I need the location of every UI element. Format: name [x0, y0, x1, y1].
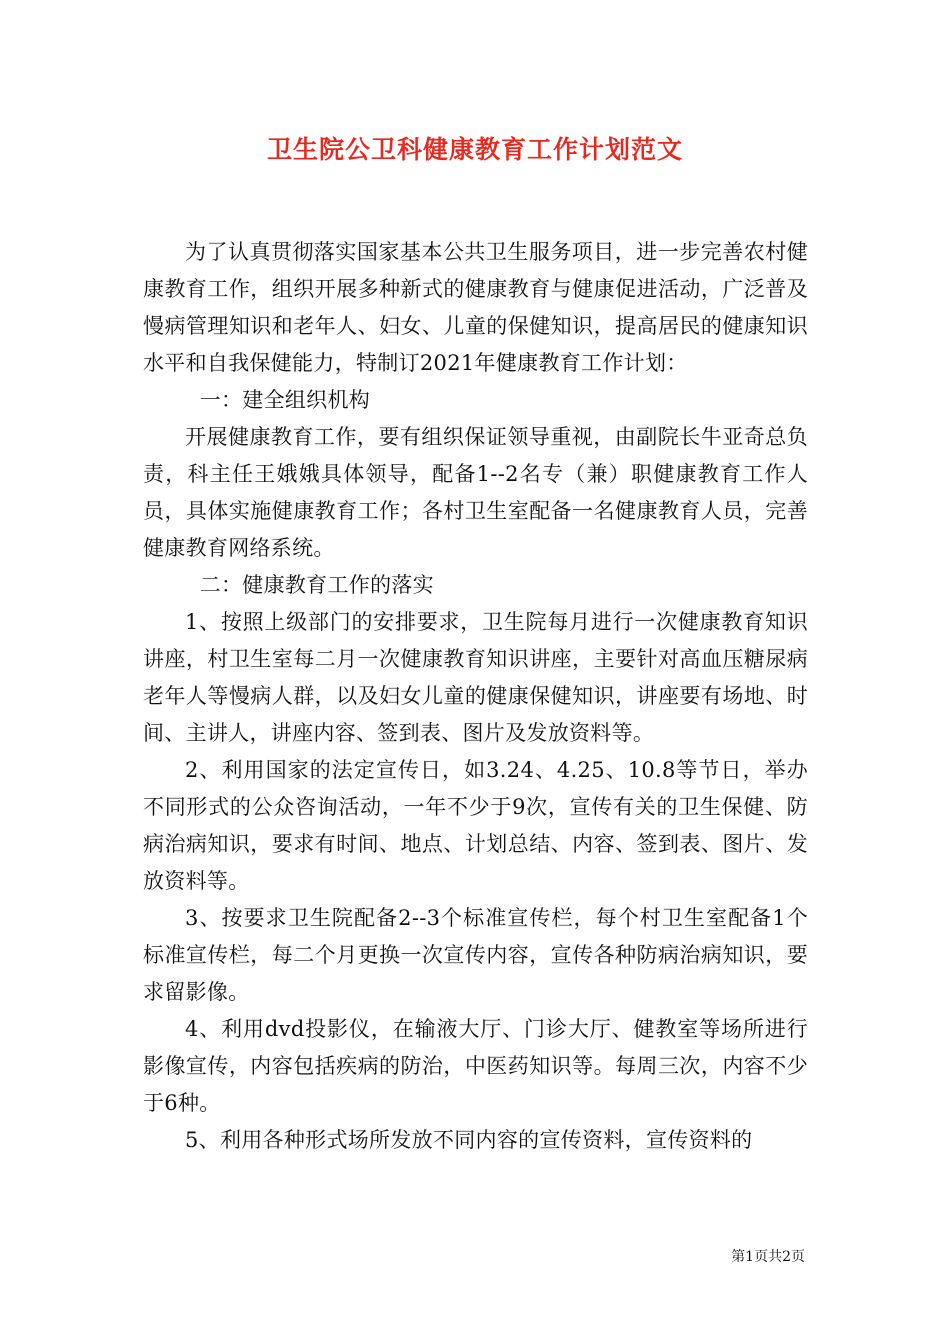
item-paragraph-1: 1、按照上级部门的安排要求，卫生院每月进行一次健康教育知识讲座，村卫生室每二月一次健康教育知识讲座，主要针对高血压糖尿病老年人等慢病人群，以及妇女儿童的健康保健知识，讲座要有场地、时间、主讲人，讲座内容、签到表、图片及发放资料等。 — [143, 610, 808, 745]
item-paragraph-3: 3、按要求卫生院配备2--3个标准宣传栏，每个村卫生室配备1个标准宣传栏，每二个月更换一次宣传内容，宣传各种防病治病知识，要求留影像。 — [143, 906, 808, 1004]
item-paragraph-2: 2、利用国家的法定宣传日，如3.24、4.25、10.8等节日，举办不同形式的公众咨询活动，一年不少于9次，宣传有关的卫生保健、防病治病知识，要求有时间、地点、计划总结、内容、签到表、图片、发放资料等。 — [143, 758, 808, 893]
item-paragraph-4: 4、利用dvd投影仪，在输液大厅、门诊大厅、健教室等场所进行影像宣传，内容包括疾病的防治，中医药知识等。每周三次，内容不少于6种。 — [143, 1017, 808, 1115]
organization-paragraph: 开展健康教育工作，要有组织保证领导重视，由副院长牛亚奇总负责，科主任王娥娥具体领导，配备1--2名专（兼）职健康教育工作人员，具体实施健康教育工作；各村卫生室配备一名健康教育人员，完善健康教育网络系统。 — [143, 425, 808, 560]
section-heading-organization: 一：建全组织机构 — [199, 388, 371, 412]
section-heading-implementation: 二：健康教育工作的落实 — [199, 573, 434, 597]
document-title: 卫生院公卫科健康教育工作计划范文 — [266, 135, 683, 164]
document-body — [143, 234, 808, 1159]
page-number: 第1页共2页 — [731, 1249, 805, 1265]
intro-paragraph: 为了认真贯彻落实国家基本公共卫生服务项目，进一步完善农村健康教育工作，组织开展多种新式的健康教育与健康促进活动，广泛普及慢病管理知识和老年人、妇女、儿童的保健知识，提高居民的健康知识水平和自我保健能力，特制订2021年健康教育工作计划： — [143, 240, 808, 375]
item-paragraph-5: 5、利用各种形式场所发放不同内容的宣传资料，宣传资料的 — [185, 1128, 753, 1152]
